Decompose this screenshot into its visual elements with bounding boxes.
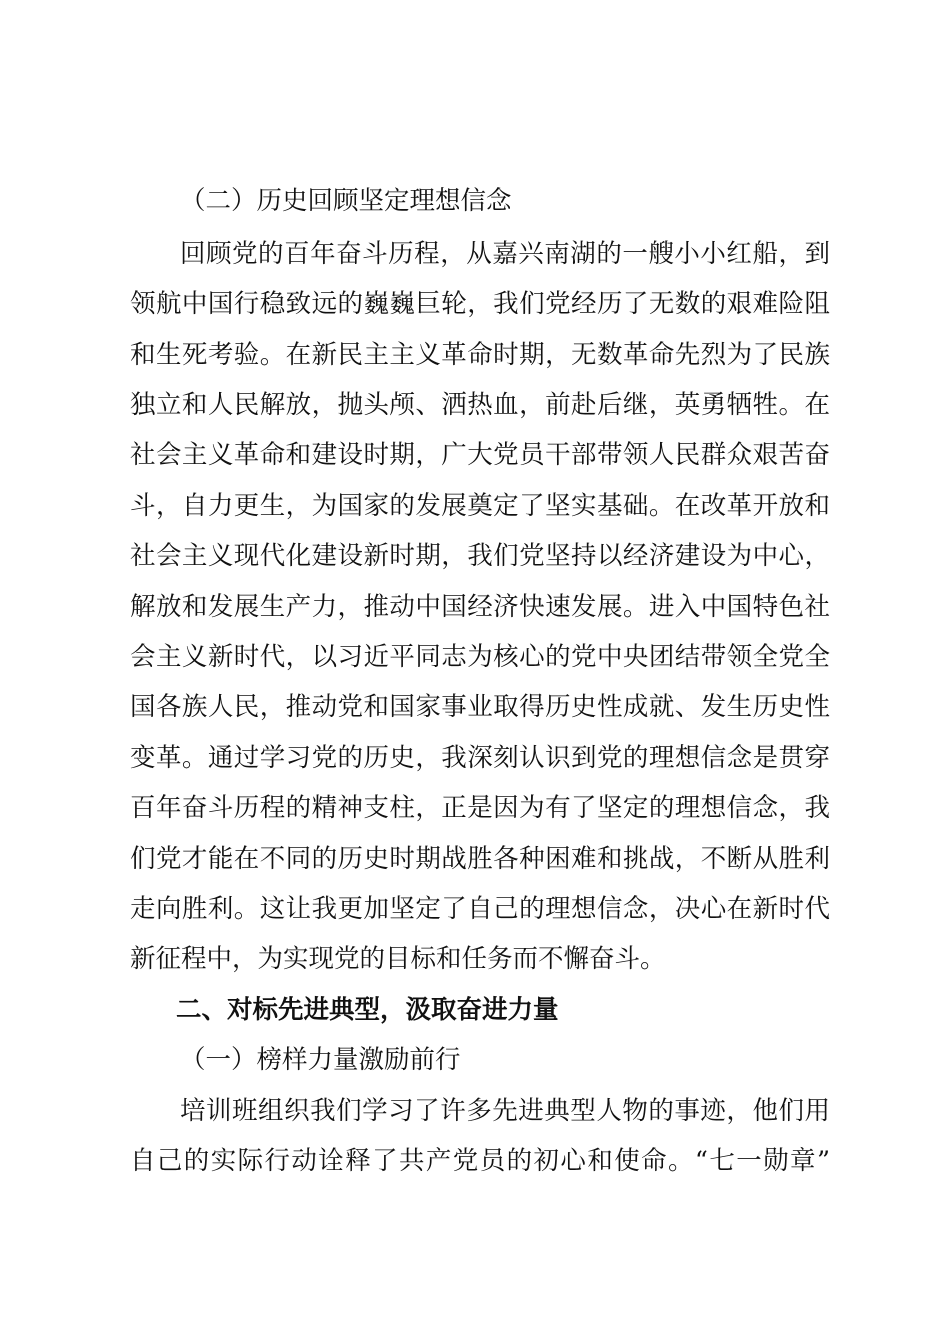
paragraph-line: 新征程中，为实现党的目标和任务而不懈奋斗。: [130, 944, 666, 974]
paragraph-line: 国各族人民，推动党和国家事业取得历史性成就、发生历史性: [130, 692, 830, 722]
subsection-heading-role-models: （一）榜样力量激励前行: [180, 1045, 461, 1075]
section-heading-role-models: 二、对标先进典型，汲取奋进力量: [176, 995, 559, 1025]
paragraph-line: 斗，自力更生，为国家的发展奠定了坚实基础。在改革开放和: [130, 491, 830, 521]
paragraph-line: 领航中国行稳致远的巍巍巨轮，我们党经历了无数的艰难险阻: [130, 289, 830, 319]
paragraph-line: 社会主义革命和建设时期，广大党员干部带领人民群众艰苦奋: [130, 440, 830, 470]
paragraph-line: 回顾党的百年奋斗历程，从嘉兴南湖的一艘小小红船，到: [180, 239, 830, 269]
subsection-heading-history: （二）历史回顾坚定理想信念: [180, 186, 512, 216]
paragraph-line: 社会主义现代化建设新时期，我们党坚持以经济建设为中心，: [130, 541, 830, 571]
paragraph-line: 独立和人民解放，抛头颅、洒热血，前赴后继，英勇牺牲。在: [130, 390, 830, 420]
paragraph-line: 们党才能在不同的历史时期战胜各种困难和挑战，不断从胜利: [130, 844, 830, 874]
paragraph-line: 培训班组织我们学习了许多先进典型人物的事迹，他们用: [180, 1096, 830, 1126]
paragraph-line: 自己的实际行动诠释了共产党员的初心和使命。“七一勋章”: [130, 1146, 830, 1176]
paragraph-line: 变革。通过学习党的历史，我深刻认识到党的理想信念是贯穿: [130, 743, 830, 773]
paragraph-line: 走向胜利。这让我更加坚定了自己的理想信念，决心在新时代: [130, 894, 830, 924]
paragraph-line: 解放和发展生产力，推动中国经济快速发展。进入中国特色社: [130, 592, 830, 622]
paragraph-line: 会主义新时代，以习近平同志为核心的党中央团结带领全党全: [130, 642, 830, 672]
paragraph-line: 百年奋斗历程的精神支柱，正是因为有了坚定的理想信念，我: [130, 793, 830, 823]
paragraph-line: 和生死考验。在新民主主义革命时期，无数革命先烈为了民族: [130, 340, 830, 370]
